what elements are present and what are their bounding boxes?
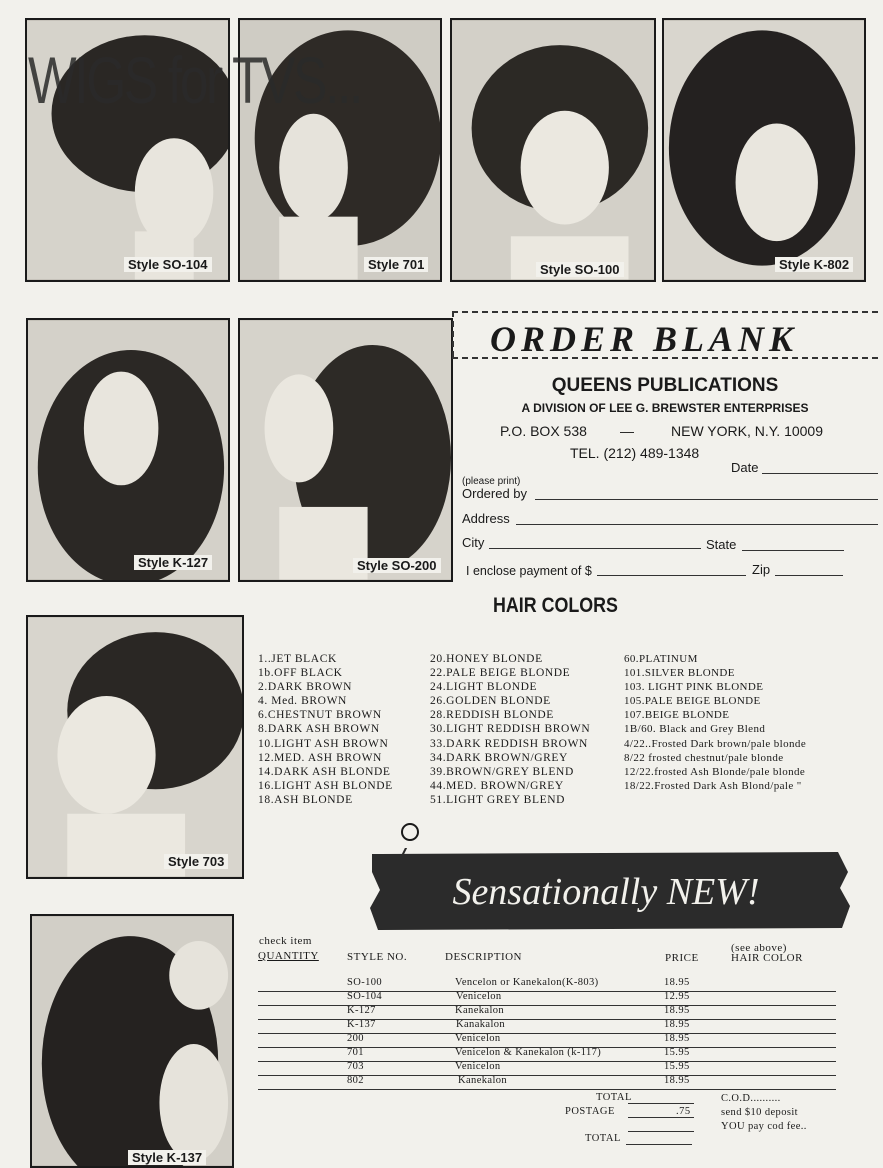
row-description: Venicelon xyxy=(455,1033,501,1044)
ordered-by-field[interactable] xyxy=(535,499,878,500)
col-hair-color: HAIR COLOR xyxy=(731,952,803,964)
order-left-divider xyxy=(452,311,454,357)
sensationally-new-banner xyxy=(368,848,854,932)
col-quantity: QUANTITY xyxy=(258,950,319,962)
table-row[interactable] xyxy=(258,977,836,992)
address-label: Address xyxy=(462,511,510,526)
company-name: QUEENS PUBLICATIONS xyxy=(551,375,779,396)
wig-portrait-image xyxy=(28,320,228,580)
caption-so-200: Style SO-200 xyxy=(353,558,441,573)
caption-k-802: Style K-802 xyxy=(775,257,853,272)
caption-k-137: Style K-137 xyxy=(128,1150,206,1165)
hair-colors-column-3 xyxy=(624,652,806,793)
po-box: P.O. BOX 538 xyxy=(500,423,587,439)
list-item: 12.MED. ASH BROWN xyxy=(258,751,382,764)
order-top-divider xyxy=(452,311,878,313)
photo-k-127 xyxy=(26,318,230,582)
list-item: 24.LIGHT BLONDE xyxy=(430,681,538,694)
list-item: 51.LIGHT GREY BLEND xyxy=(430,793,566,806)
list-item: 22.PALE BEIGE BLONDE xyxy=(430,667,571,680)
row-price: 15.95 xyxy=(664,1047,690,1058)
ordered-by-label: Ordered by xyxy=(462,486,528,501)
address-separator: — xyxy=(620,423,634,439)
wig-portrait-image xyxy=(32,916,232,1166)
telephone: TEL. (212) 489-1348 xyxy=(570,445,700,461)
col-price: PRICE xyxy=(665,952,699,964)
list-item: 8/22 frosted chestnut/pale blonde xyxy=(624,751,784,764)
cod-label: C.O.D.......... xyxy=(721,1093,781,1104)
order-blank-title: ORDER BLANK xyxy=(490,319,799,359)
col-see-above: (see above) xyxy=(731,942,787,954)
city-address: NEW YORK, N.Y. 10009 xyxy=(671,423,823,439)
row-price: 18.95 xyxy=(664,1033,690,1044)
row-description: Venicelon & Kanekalon (k-117) xyxy=(455,1047,602,1058)
list-item: 39.BROWN/GREY BLEND xyxy=(430,765,574,778)
row-style: SO-100 xyxy=(347,977,383,988)
list-item: 34.DARK BROWN/GREY xyxy=(430,751,568,764)
table-row[interactable] xyxy=(258,1033,836,1048)
list-item: 44.MED. BROWN/GREY xyxy=(430,779,564,792)
row-description: Kanekalon xyxy=(458,1075,508,1086)
row-price: 18.95 xyxy=(664,977,690,988)
list-item: 18/22.Frosted Dark Ash Blond/pale " xyxy=(624,779,802,792)
row-style: 703 xyxy=(347,1061,364,1072)
photo-k-137 xyxy=(30,914,234,1168)
table-row[interactable] xyxy=(258,1047,836,1062)
row-description: Venicelon xyxy=(456,991,502,1002)
table-row[interactable] xyxy=(258,991,836,1006)
hair-colors-column-2 xyxy=(430,652,590,807)
row-price: 18.95 xyxy=(664,1019,690,1030)
date-field[interactable] xyxy=(762,473,878,474)
list-item: 1B/60. Black and Grey Blend xyxy=(624,723,766,736)
row-style: K-127 xyxy=(347,1005,376,1016)
row-price: 18.95 xyxy=(664,1005,690,1016)
total-field[interactable] xyxy=(628,1103,694,1104)
col-description: DESCRIPTION xyxy=(445,951,523,963)
list-item: 26.GOLDEN BLONDE xyxy=(430,695,551,708)
cod-deposit: send $10 deposit xyxy=(721,1107,798,1118)
list-item: 16.LIGHT ASH BLONDE xyxy=(258,779,393,792)
hair-colors-title: HAIR COLORS xyxy=(493,594,618,617)
list-item: 4. Med. BROWN xyxy=(258,695,347,708)
caption-k-127: Style K-127 xyxy=(134,555,212,570)
row-style: K-137 xyxy=(347,1019,376,1030)
photo-703 xyxy=(26,615,244,879)
list-item: 14.DARK ASH BLONDE xyxy=(258,765,391,778)
grand-total-label: TOTAL xyxy=(585,1133,621,1144)
row-style: 200 xyxy=(347,1033,364,1044)
total-label: TOTAL xyxy=(596,1092,632,1103)
postage-label: POSTAGE xyxy=(565,1106,615,1117)
row-description: Venicelon xyxy=(455,1061,501,1072)
hair-colors-column-1 xyxy=(258,652,393,807)
list-item: 2.DARK BROWN xyxy=(258,681,353,694)
row-price: 15.95 xyxy=(664,1061,690,1072)
list-item: 1..JET BLACK xyxy=(258,653,337,665)
state-label: State xyxy=(706,537,737,552)
row-style: 802 xyxy=(347,1075,364,1086)
list-item: 103. LIGHT PINK BLONDE xyxy=(624,681,764,694)
list-item: 12/22.frosted Ash Blonde/pale blonde xyxy=(624,765,806,778)
state-field[interactable] xyxy=(742,550,844,551)
payment-field[interactable] xyxy=(597,575,746,576)
address-field[interactable] xyxy=(516,524,878,525)
list-item: 60.PLATINUM xyxy=(624,653,698,665)
row-description: Kanekalon xyxy=(455,1005,505,1016)
table-row[interactable] xyxy=(258,1075,836,1090)
list-item: 20.HONEY BLONDE xyxy=(430,653,543,665)
photo-k-802 xyxy=(662,18,866,282)
postage-field xyxy=(628,1117,694,1118)
order-title-divider xyxy=(452,357,878,359)
postage-rule xyxy=(628,1131,694,1132)
list-item: 101.SILVER BLONDE xyxy=(624,667,735,680)
check-item-label: check item xyxy=(259,935,312,947)
table-row[interactable] xyxy=(258,1061,836,1076)
list-item: 107.BEIGE BLONDE xyxy=(624,709,730,722)
list-item: 105.PALE BEIGE BLONDE xyxy=(624,695,761,708)
wig-portrait-image xyxy=(28,617,242,877)
photo-so-200 xyxy=(238,318,453,582)
list-item: 30.LIGHT REDDISH BROWN xyxy=(430,723,591,736)
table-row[interactable] xyxy=(258,1005,836,1020)
grand-total-field[interactable] xyxy=(626,1144,692,1145)
list-item: 18.ASH BLONDE xyxy=(258,793,353,806)
caption-701: Style 701 xyxy=(364,257,428,272)
date-label: Date xyxy=(731,460,759,475)
row-style: SO-104 xyxy=(347,991,383,1002)
company-division: A DIVISION OF LEE G. BREWSTER ENTERPRISES xyxy=(521,401,809,415)
postage-value: .75 xyxy=(676,1106,691,1117)
row-description: Vencelon or Kanekalon(K-803) xyxy=(455,977,599,988)
pin-icon xyxy=(398,822,422,846)
zip-label: Zip xyxy=(752,562,771,577)
list-item: 1b.OFF BLACK xyxy=(258,667,343,680)
table-row[interactable] xyxy=(258,1019,836,1034)
row-description: Kanakalon xyxy=(456,1019,506,1030)
list-item: 28.REDDISH BLONDE xyxy=(430,709,554,722)
cod-fee: YOU pay cod fee.. xyxy=(721,1121,807,1132)
banner-text: Sensationally NEW! xyxy=(452,871,760,913)
payment-label: I enclose payment of $ xyxy=(466,564,592,578)
list-item: 33.DARK REDDISH BROWN xyxy=(430,737,588,750)
list-item: 4/22..Frosted Dark brown/pale blonde xyxy=(624,737,807,750)
wig-portrait-image xyxy=(664,20,864,280)
list-item: 6.CHESTNUT BROWN xyxy=(258,709,382,722)
list-item: 10.LIGHT ASH BROWN xyxy=(258,737,389,750)
zip-field[interactable] xyxy=(775,575,843,576)
col-style: STYLE NO. xyxy=(347,951,408,963)
row-price: 18.95 xyxy=(664,1075,690,1086)
row-price: 12.95 xyxy=(664,991,690,1002)
headline: WIGS for TVS... xyxy=(28,43,361,117)
city-label: City xyxy=(462,535,485,550)
please-print-note: (please print) xyxy=(462,476,521,487)
wig-portrait-image xyxy=(240,320,451,580)
list-item: 8.DARK ASH BROWN xyxy=(258,723,380,736)
caption-so-100: Style SO-100 xyxy=(536,262,624,277)
photo-so-100 xyxy=(450,18,656,282)
caption-so-104: Style SO-104 xyxy=(124,257,212,272)
city-field[interactable] xyxy=(489,548,701,549)
wig-portrait-image xyxy=(452,20,654,280)
caption-703: Style 703 xyxy=(164,854,228,869)
row-style: 701 xyxy=(347,1047,364,1058)
